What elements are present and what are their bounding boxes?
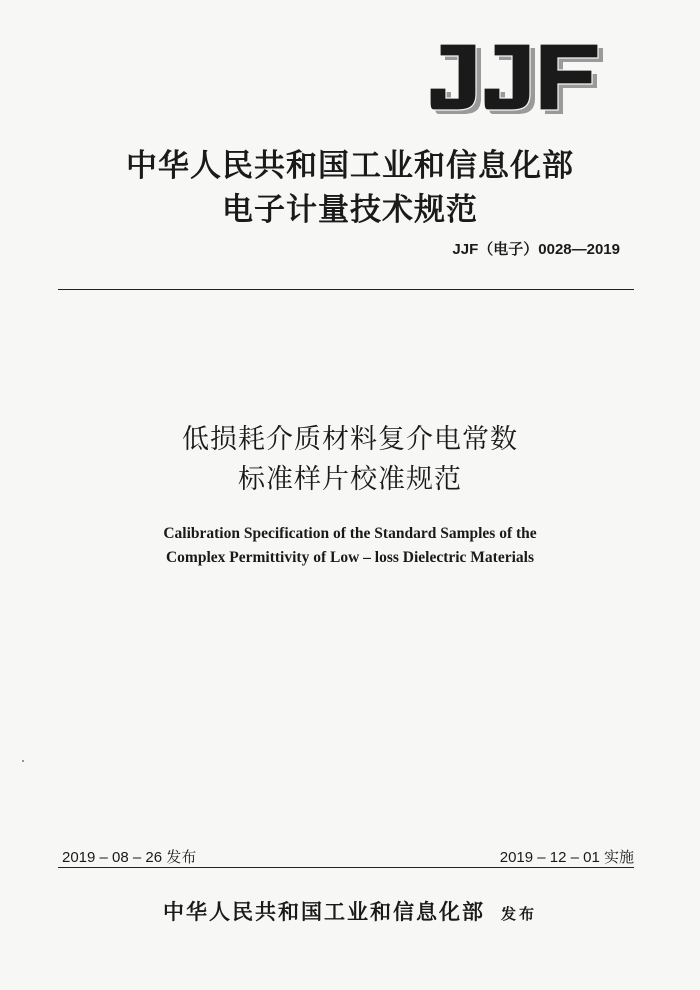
publisher-line <box>0 896 700 926</box>
implementation-date: 2019 – 12 – 01 实施 <box>499 849 634 866</box>
title-english-line2: Complex Permittivity of Low – loss Dielectric Materials <box>165 549 534 566</box>
title-chinese <box>0 420 700 500</box>
title-chinese-line1: 低损耗介质材料复介电常数 <box>182 424 518 455</box>
jjf-logo <box>428 40 606 116</box>
issuer-subtitle: 电子计量技术规范 <box>222 192 478 228</box>
top-divider <box>58 289 634 290</box>
publish-date: 2019 – 08 – 26 发布 <box>62 849 197 866</box>
title-chinese-line2: 标准样片校准规范 <box>238 464 462 495</box>
bottom-divider <box>58 867 634 868</box>
title-english-line1: Calibration Specification of the Standard Samples of the <box>163 525 537 542</box>
jjf-logo-face <box>430 44 598 110</box>
scan-speck <box>22 760 24 762</box>
standard-code: JJF（电子）0028—2019 <box>452 241 620 258</box>
publisher-name: 中华人民共和国工业和信息化部 <box>162 899 485 924</box>
issuer-title: 中华人民共和国工业和信息化部 <box>126 148 574 184</box>
publisher-suffix: 发布 <box>500 905 537 923</box>
title-english <box>0 522 700 570</box>
